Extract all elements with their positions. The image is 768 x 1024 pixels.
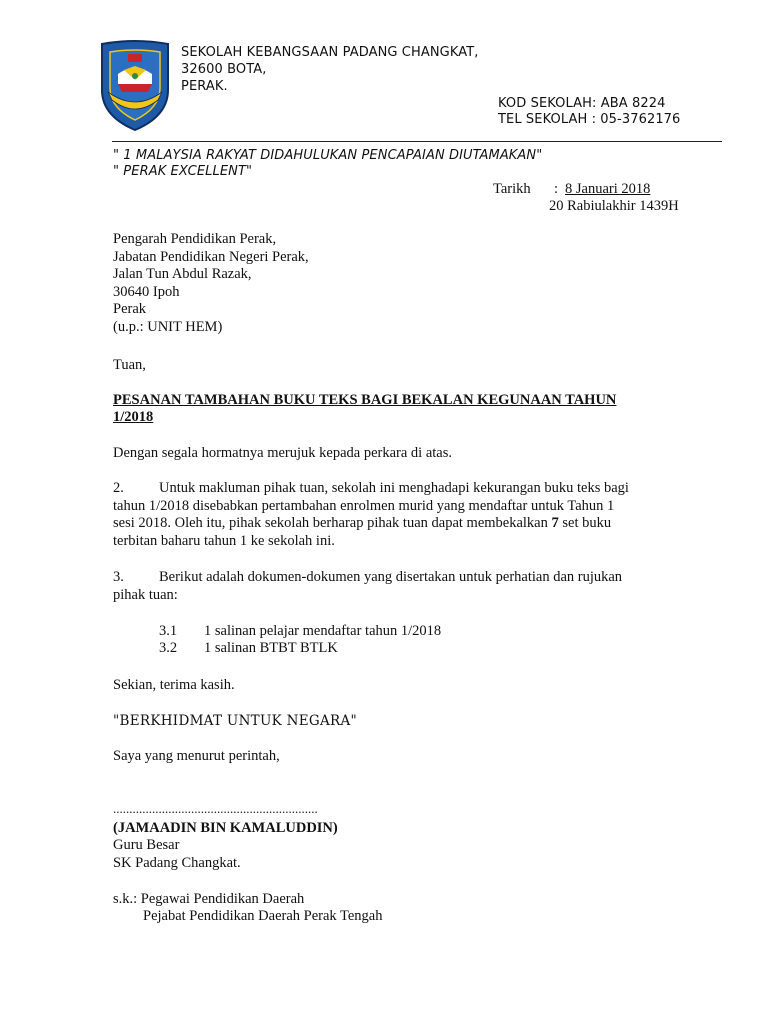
slogan-line2: " PERAK EXCELLENT" <box>113 164 253 179</box>
para3-line1: Berikut adalah dokumen-dokumen yang disertakan untuk perhatian dan rujukan <box>159 569 623 585</box>
opening-paragraph: Dengan segala hormatnya merujuk kepada perkara di atas. <box>113 445 452 461</box>
slogan-line1: " 1 MALAYSIA RAKYAT DIDAHULUKAN PENCAPAIAN DIUTAMAKAN" <box>113 148 543 163</box>
recipient-line: (u.p.: UNIT HEM) <box>113 318 223 335</box>
attachment-num: 3.2 <box>159 640 178 656</box>
recipient-line: Jabatan Pendidikan Negeri Perak, <box>113 248 309 265</box>
subject-line1: PESANAN TAMBAHAN BUKU TEKS BAGI BEKALAN KEGUNAAN TAHUN <box>113 392 617 408</box>
para3-line2: pihak tuan: <box>113 587 178 603</box>
motto: "BERKHIDMAT UNTUK NEGARA" <box>113 713 358 729</box>
school-name: SEKOLAH KEBANGSAAN PADANG CHANGKAT, <box>181 45 479 60</box>
school-code: KOD SEKOLAH: ABA 8224 <box>498 96 666 111</box>
date-hijri: 20 Rabiulakhir 1439H <box>549 198 679 214</box>
para2-number: 2. <box>113 480 124 496</box>
signatory-title: Guru Besar <box>113 837 180 853</box>
para2-line4: terbitan baharu tahun 1 ke sekolah ini. <box>113 533 335 549</box>
recipient-line: 30640 Ipoh <box>113 283 180 300</box>
para2-line3-tail: set buku <box>558 515 612 531</box>
para2-line2: tahun 1/2018 disebabkan pertambahan enrolmen murid yang mendaftar untuk Tahun 1 <box>113 498 615 514</box>
cc-line1: s.k.: Pegawai Pendidikan Daerah <box>113 891 305 907</box>
signatory-org: SK Padang Changkat. <box>113 855 241 871</box>
date-label: Tarikh <box>493 181 531 197</box>
para2-line3-text: sesi 2018. Oleh itu, pihak sekolah berharap pihak tuan dapat membekalkan <box>113 515 552 531</box>
salutation: Tuan, <box>113 357 146 373</box>
para3-number: 3. <box>113 569 124 585</box>
date-gregorian: 8 Januari 2018 <box>565 181 651 197</box>
school-tel: TEL SEKOLAH : 05-3762176 <box>498 112 681 127</box>
recipient-line: Jalan Tun Abdul Razak, <box>113 266 252 282</box>
attachment-text: 1 salinan BTBT BTLK <box>204 640 338 656</box>
para2-line1: Untuk makluman pihak tuan, sekolah ini menghadapi kekurangan buku teks bagi <box>159 480 629 496</box>
attachment-text: 1 salinan pelajar mendaftar tahun 1/2018 <box>204 623 442 639</box>
recipient-block <box>113 231 309 336</box>
school-crest-logo <box>98 40 172 132</box>
school-address-line1: 32600 BOTA, <box>181 62 267 77</box>
cc-line2: Pejabat Pendidikan Daerah Perak Tengah <box>143 908 383 924</box>
date-colon: : <box>554 181 559 197</box>
signature-line: ............................................................... <box>113 801 318 816</box>
sign-off: Saya yang menurut perintah, <box>113 748 280 764</box>
subject-line2: 1/2018 <box>113 409 154 425</box>
recipient-line: Pengarah Pendidikan Perak, <box>113 231 277 247</box>
recipient-line: Perak <box>113 301 147 317</box>
attachment-num: 3.1 <box>159 623 178 639</box>
closing: Sekian, terima kasih. <box>113 677 235 693</box>
signatory-name: (JAMAADIN BIN KAMALUDDIN) <box>113 820 338 836</box>
header-divider <box>112 141 722 142</box>
para2-line3 <box>113 515 611 532</box>
book-set-count: 7 <box>551 515 559 531</box>
school-address-line2: PERAK. <box>181 79 228 94</box>
